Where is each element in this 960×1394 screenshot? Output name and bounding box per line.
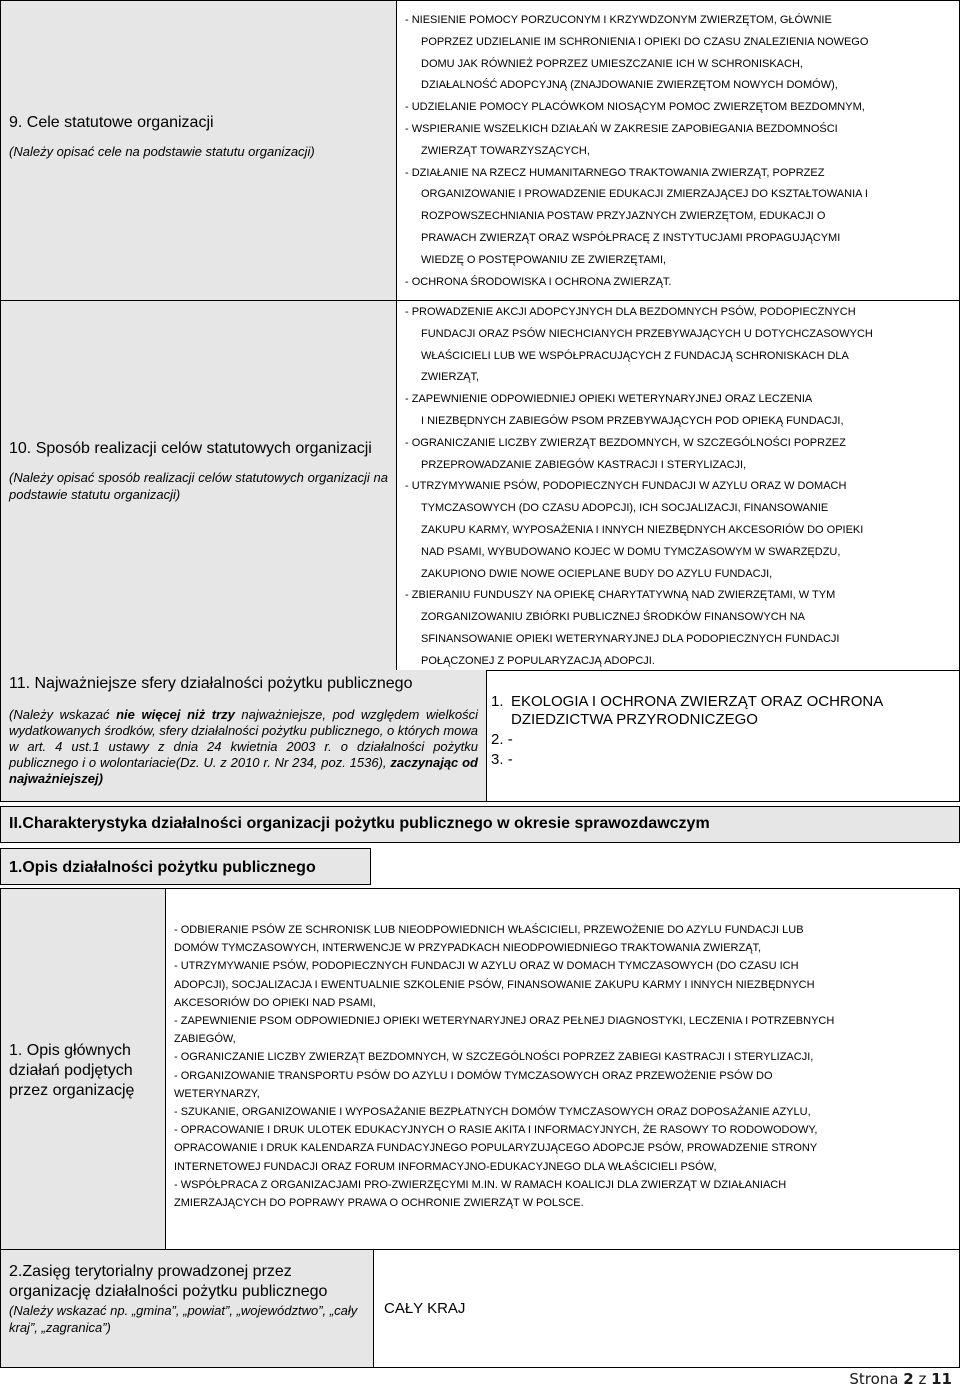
list-line: - WSPIERANIE WSZELKICH DZIAŁAŃ W ZAKRESIE ZAPOBIEGANIA BEZDOMNOŚCI: [405, 122, 838, 135]
list-line: ZMIERZAJĄCYCH DO POPRAWY PRAWA O OCHRONIE ZWIERZĄT W POLSCE.: [174, 1197, 584, 1210]
sec11-item-3: 3. -: [491, 751, 513, 768]
list-line: ZWIERZĄT TOWARZYSZĄCYCH,: [421, 144, 590, 157]
list-line: PRAWACH ZWIERZĄT ORAZ WSPÓŁPRACĘ Z INSTYTUCJAMI PROPAGUJĄCYMI: [421, 231, 841, 244]
sec9-label-cell: [0, 0, 396, 301]
sec10-note: (Należy opisać sposób realizacji celów statutowych organizacji na podstawie statutu organizacji): [9, 470, 388, 502]
sub1-heading: 1.Opis działalności pożytku publicznego: [0, 848, 371, 885]
list-line: - SZUKANIE, ORGANIZOWANIE I WYPOSAŻANIE BEZPŁATNYCH DOMÓW TYMCZASOWYCH ORAZ DOPOSAŻANIE AZYLU,: [174, 1106, 811, 1119]
sec9-goals-list: [405, 10, 955, 293]
list-line: - UDZIELANIE POMOCY PLACÓWKOM NIOSĄCYM POMOC ZWIERZĘTOM BEZDOMNYM,: [405, 101, 865, 114]
list-line: - ZBIERANIU FUNDUSZY NA OPIEKĘ CHARYTATYWNĄ NAD ZWIERZĘTAMI, W TYM: [405, 589, 836, 602]
list-line: POŁĄCZONEJ Z POPULARYZACJĄ ADOPCJI.: [421, 654, 655, 667]
sec11-note: (Należy wskazać nie więcej niż trzy najważniejsze, pod względem wielkości wydatkowanych środków, sfery działalności pożytku publicznego, o których mowa w art. 4 ust.1 ustawy z dnia 24 kwietnia 2003 r. o działalności pożytku publicznego i o wolontariacie(Dz. U. z 2010 r. Nr 234, poz. 1536), zaczynając od najważniejszej): [9, 707, 478, 786]
list-line: - DZIAŁANIE NA RZECZ HUMANITARNEGO TRAKTOWANIA ZWIERZĄT, POPRZEZ: [405, 166, 825, 179]
list-line: INTERNETOWEJ FUNDACJI ORAZ FORUM INFORMACYJNO-EDUKACYJNEGO DLA WŁAŚCICIELI PSÓW,: [174, 1160, 717, 1173]
list-line: I NIEZBĘDNYCH ZABIEGÓW PSOM PRZEBYWAJĄCYCH POD OPIEKĄ FUNDACJI,: [421, 414, 844, 427]
sec10-content-cell: [396, 300, 960, 671]
list-line: OPRACOWANIE I DRUK KALENDARZA FUNDACYJNEGO POPULARYZUJĄCEGO ADOPCJE PSÓW, PROWADZENIE STRONY: [174, 1142, 818, 1155]
list-line: DOMÓW TYMCZASOWYCH, INTERWENCJE W PRZYPADKACH NIEODPOWIEDNIEGO TRAKTOWANIA ZWIERZĄT,: [174, 942, 762, 955]
list-line: ROZPOWSZECHNIANIA POSTAW PRZYJAZNYCH ZWIERZĘTOM, EDUKACJI O: [421, 210, 826, 223]
desc-activities-list: [174, 921, 955, 1212]
sec9-content-cell: [396, 0, 960, 301]
desc-label-cell: [0, 888, 165, 1250]
list-line: - UTRZYMYWANIE PSÓW, PODOPIECZNYCH FUNDACJI W AZYLU ORAZ W DOMACH TYMCZASOWYCH (DO CZASU ICH: [174, 960, 799, 973]
list-line: - PROWADZENIE AKCJI ADOPCYJNYCH DLA BEZDOMNYCH PSÓW, PODOPIECZNYCH: [405, 306, 856, 318]
list-line: AKCESORIÓW DO OPIEKI NAD PSAMI,: [174, 996, 376, 1009]
scope-label-cell: [0, 1250, 373, 1368]
list-line: DZIAŁALNOŚĆ ADOPCYJNĄ (ZNAJDOWANIE ZWIERZĘTOM NOWYCH DOMÓW),: [421, 79, 838, 92]
list-line: - OGRANICZANIE LICZBY ZWIERZĄT BEZDOMNYCH, W SZCZEGÓLNOŚCI POPRZEZ: [405, 436, 846, 449]
list-line: ORGANIZOWANIE I PROWADZENIE EDUKACJI ZMIERZAJĄCEJ DO KSZTAŁTOWANIA I: [421, 188, 868, 201]
sec11-label-cell: [0, 670, 486, 802]
list-line: - OPRACOWANIE I DRUK ULOTEK EDUKACYJNYCH O RASIE AKITA I INFORMACYJNYCH, ŻE RASOWY TO RODOWODOWY,: [174, 1124, 818, 1137]
sec11-item-2: 2. -: [491, 731, 513, 748]
sec11-title: 11. Najważniejsze sfery działalności pożytku publicznego: [9, 675, 413, 692]
list-line: FUNDACJI ORAZ PSÓW NIECHCIANYCH PRZEBYWAJĄCYCH U DOTYCHCZASOWYCH: [421, 327, 873, 340]
desc-content-cell: [165, 888, 960, 1250]
list-line: PRZEPROWADZANIE ZABIEGÓW KASTRACJI I STERYLIZACJI,: [421, 458, 747, 471]
desc-label: 1. Opis głównych działań podjętych przez organizację: [9, 1042, 135, 1099]
part2-heading: II.Charakterystyka działalności organizacji pożytku publicznego w okresie sprawozdawczym: [0, 806, 960, 843]
page-footer: Strona 2 z 11: [849, 1370, 952, 1388]
list-line: - OCHRONA ŚRODOWISKA I OCHRONA ZWIERZĄT.: [405, 275, 672, 288]
sec9-title: 9. Cele statutowe organizacji: [9, 114, 214, 131]
list-line: - ZAPEWNIENIE ODPOWIEDNIEJ OPIEKI WETERYNARYJNEJ ORAZ LECZENIA: [405, 393, 813, 406]
list-line: ZAKUPU KARMY, WYPOSAŻENIA I INNYCH NIEZBĘDNYCH AKCESORIÓW DO OPIEKI: [421, 523, 864, 536]
list-line: WIEDZĘ O POSTĘPOWANIU ZE ZWIERZĘTAMI,: [421, 253, 667, 266]
scope-note: (Należy wskazać np. „gmina”, „powiat”, „województwo”, „cały kraj”, „zagranica”): [9, 1303, 358, 1335]
sec10-label-cell: [0, 300, 396, 671]
list-line: - ODBIERANIE PSÓW ZE SCHRONISK LUB NIEODPOWIEDNICH WŁAŚCICIELI, PRZEWOŻENIE DO AZYLU FUNDACJI LUB: [174, 924, 804, 936]
sec9-note: (Należy opisać cele na podstawie statutu organizacji): [9, 144, 315, 159]
list-line: ADOPCJI), SOCJALIZACJA I EWENTUALNIE SZKOLENIE PSÓW, FINANSOWANIE ZAKUPU KARMY I INNYCH NIEZBĘDNYCH: [174, 978, 815, 991]
list-line: ZWIERZĄT,: [421, 371, 480, 384]
list-line: - UTRZYMYWANIE PSÓW, PODOPIECZNYCH FUNDACJI W AZYLU ORAZ W DOMACH: [405, 480, 847, 493]
sec11-item-1: 1. EKOLOGIA I OCHRONA ZWIERZĄT ORAZ OCHRONA DZIEDZICTWA PRZYRODNICZEGO: [491, 693, 883, 728]
list-line: - WSPÓŁPRACA Z ORGANIZACJAMI PRO-ZWIERZĘCYMI M.IN. W RAMACH KOALICJI DLA ZWIERZĄT W DZIAŁANIACH: [174, 1178, 787, 1191]
list-line: - ZAPEWNIENIE PSOM ODPOWIEDNIEJ OPIEKI WETERYNARYJNEJ ORAZ PEŁNEJ DIAGNOSTYKI, LECZENIA I POTRZEBNYCH: [174, 1015, 835, 1028]
list-line: - ORGANIZOWANIE TRANSPORTU PSÓW DO AZYLU I DOMÓW TYMCZASOWYCH ORAZ PRZEWOŻENIE PSÓW DO: [174, 1069, 773, 1082]
sec10-title: 10. Sposób realizacji celów statutowych organizacji: [9, 440, 372, 457]
sec11-content-cell: [486, 670, 960, 802]
sec10-methods-list: [405, 302, 955, 673]
list-line: - NIESIENIE POMOCY PORZUCONYM I KRZYWDZONYM ZWIERZĘTOM, GŁÓWNIE: [405, 14, 832, 26]
scope-value-cell: [373, 1250, 960, 1368]
scope-value: CAŁY KRAJ: [384, 1300, 466, 1317]
list-line: ZORGANIZOWANIU ZBIÓRKI PUBLICZNEJ ŚRODKÓW FINANSOWYCH NA: [421, 611, 806, 624]
list-line: SFINANSOWANIE OPIEKI WETERYNARYJNEJ DLA PODOPIECZNYCH FUNDACJI: [421, 632, 840, 645]
list-line: DOMU JAK RÓWNIEŻ POPRZEZ UMIESZCZANIE ICH W SCHRONISKACH,: [421, 57, 803, 70]
list-line: WŁAŚCICIELI LUB WE WSPÓŁPRACUJĄCYCH Z FUNDACJĄ SCHRONISKACH DLA: [421, 349, 849, 362]
scope-label: 2.Zasięg terytorialny prowadzonej przez organizację działalności pożytku publicznego: [9, 1263, 328, 1300]
list-line: - OGRANICZANIE LICZBY ZWIERZĄT BEZDOMNYCH, W SZCZEGÓLNOŚCI POPRZEZ ZABIEGI KASTRACJI I STERYLIZACJI,: [174, 1051, 814, 1064]
list-line: ZABIEGÓW,: [174, 1033, 236, 1046]
list-line: WETERYNARZY,: [174, 1087, 260, 1100]
list-line: POPRZEZ UDZIELANIE IM SCHRONIENIA I OPIEKI DO CZASU ZNALEZIENIA NOWEGO: [421, 35, 869, 48]
list-line: NAD PSAMI, WYBUDOWANO KOJEC W DOMU TYMCZASOWYM W SWARZĘDZU,: [421, 545, 841, 558]
list-line: TYMCZASOWYCH (DO CZASU ADOPCJI), ICH SOCJALIZACJI, FINANSOWANIE: [421, 502, 829, 515]
list-line: ZAKUPIONO DWIE NOWE OCIEPLANE BUDY DO AZYLU FUNDACJI,: [421, 567, 773, 580]
